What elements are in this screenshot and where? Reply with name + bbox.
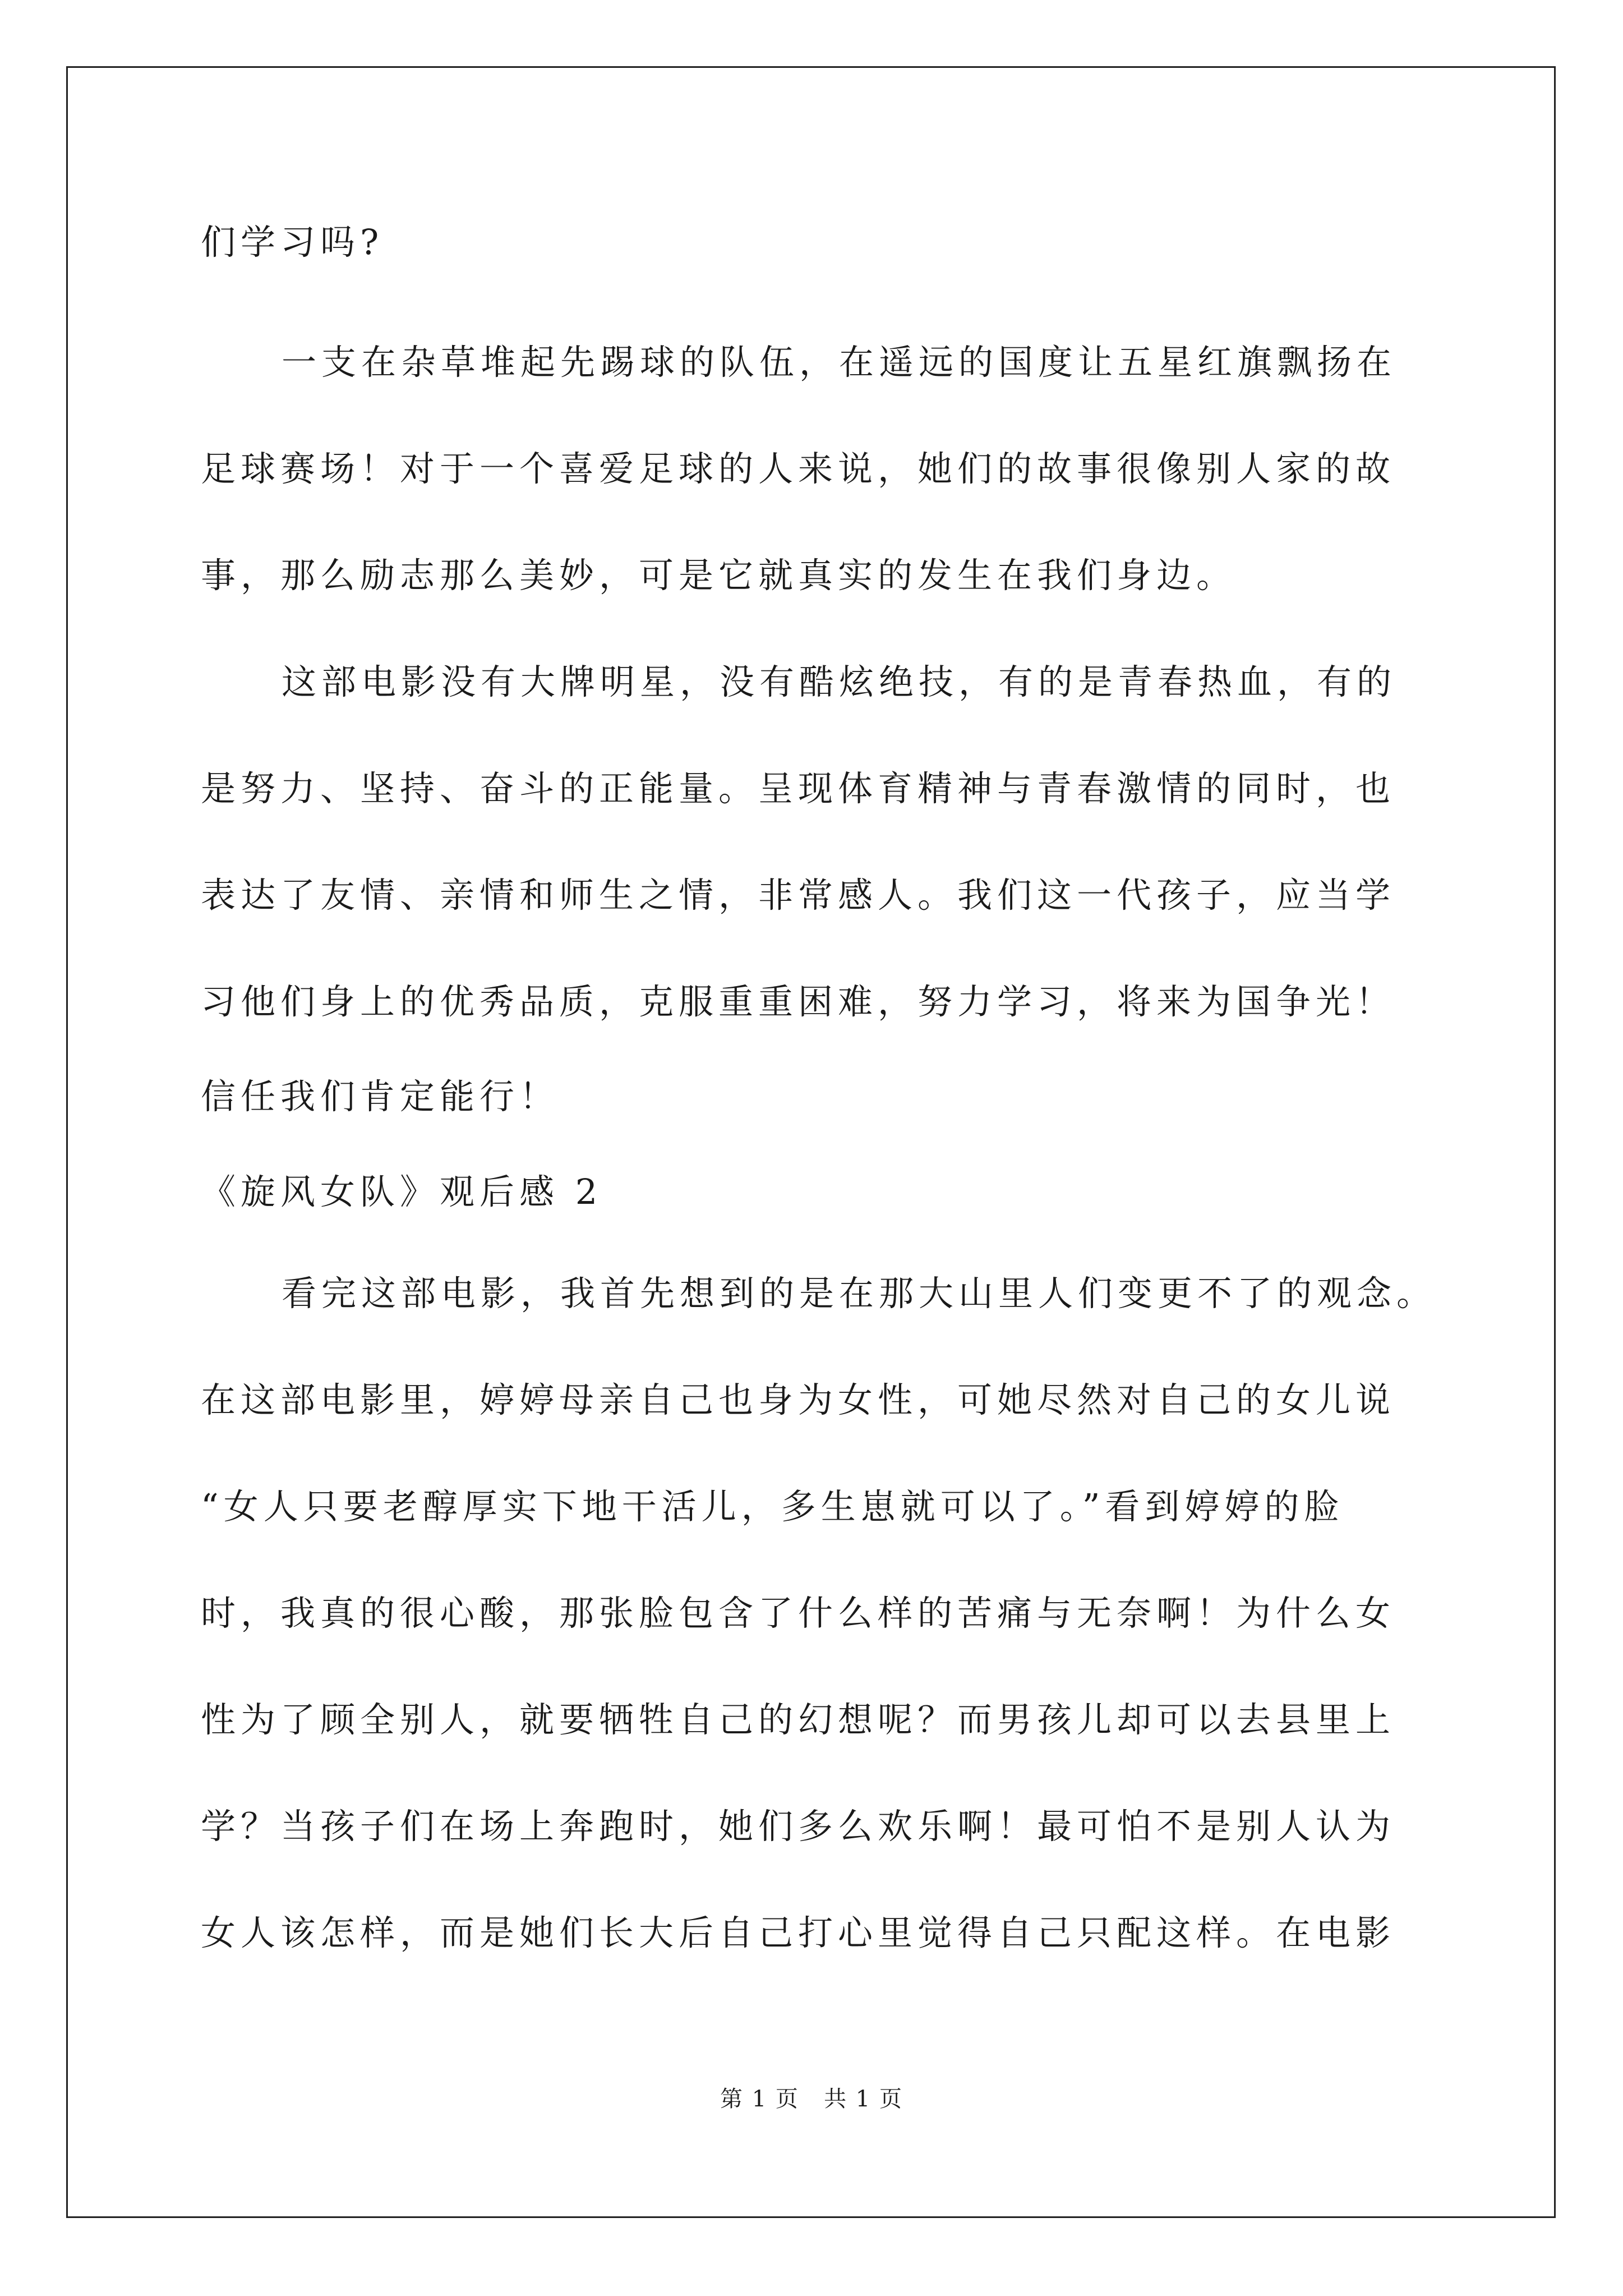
text-line: 习他们身上的优秀品质，克服重重困难，努力学习，将来为国争光！	[201, 981, 1396, 1022]
text-line: 信任我们肯定能行！	[201, 1076, 560, 1117]
text-line: 学？当孩子们在场上奔跑时，她们多么欢乐啊！最可怕不是别人认为	[201, 1806, 1396, 1847]
text-line: 是努力、坚持、奋斗的正能量。呈现体育精神与青春激情的同时，也	[201, 768, 1396, 809]
paragraph-first-line: 一支在杂草堆起先踢球的队伍，在遥远的国度让五星红旗飘扬在	[282, 342, 1397, 383]
paragraph-first-line: 看完这部电影，我首先想到的是在那大山里人们变更不了的观念。	[282, 1273, 1437, 1314]
text-line: 事，那么励志那么美妙，可是它就真实的发生在我们身边。	[201, 555, 1237, 596]
text-line: 表达了友情、亲情和师生之情，非常感人。我们这一代孩子，应当学	[201, 875, 1396, 915]
text-line: 足球赛场！对于一个喜爱足球的人来说，她们的故事很像别人家的故	[201, 448, 1396, 489]
page-footer: 第 1 页 共 1 页	[720, 2086, 903, 2112]
section-heading: 《旋风女队》观后感 2	[201, 1171, 603, 1212]
page-border	[66, 66, 1556, 2218]
text-line: 性为了顾全别人，就要牺牲自己的幻想呢？而男孩儿却可以去县里上	[201, 1699, 1396, 1740]
text-line: 们学习吗?	[201, 222, 384, 263]
text-line: 女人该怎样，而是她们长大后自己打心里觉得自己只配这样。在电影	[201, 1912, 1396, 1953]
text-line: 时，我真的很心酸，那张脸包含了什么样的苦痛与无奈啊！为什么女	[201, 1593, 1396, 1634]
text-line: 在这部电影里，婷婷母亲自己也身为女性，可她尽然对自己的女儿说	[201, 1379, 1396, 1420]
text-line: “女人只要老醇厚实下地干活儿，多生崽就可以了。”看到婷婷的脸	[201, 1486, 1344, 1527]
paragraph-first-line: 这部电影没有大牌明星，没有酷炫绝技，有的是青春热血，有的	[282, 661, 1397, 702]
